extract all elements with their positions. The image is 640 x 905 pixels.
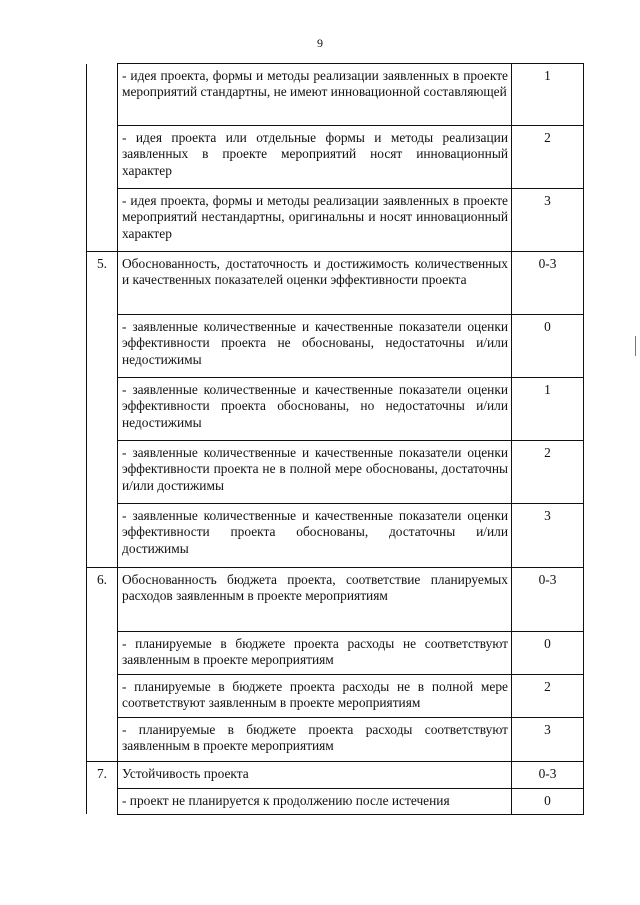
criterion-number [87, 441, 118, 504]
criterion-text: - проект не планируется к продолжению после истечения [118, 788, 512, 814]
table-row [87, 64, 584, 126]
table-row [87, 632, 584, 675]
criterion-points: 1 [512, 378, 584, 441]
criterion-text: - планируемые в бюджете проекта расходы не соответствуют заявленным в проекте мероприятиям [118, 632, 512, 675]
criterion-number [87, 378, 118, 441]
criteria-table [86, 63, 584, 815]
criterion-text: - идея проекта, формы и методы реализации заявленных в проекте мероприятий стандартны, не имеют инновационной составляющей [118, 64, 512, 126]
criterion-points: 0 [512, 788, 584, 814]
criterion-text: - заявленные количественные и качественные показатели оценки эффективности проекта обоснованы, но недостаточны и/или недостижимы [118, 378, 512, 441]
criterion-text: - идея проекта, формы и методы реализации заявленных в проекте мероприятий нестандартны, оригинальны и носят инновационный характер [118, 189, 512, 252]
criterion-points: 0-3 [512, 761, 584, 788]
criterion-points: 0-3 [512, 252, 584, 315]
criterion-points: 3 [512, 717, 584, 761]
criterion-number: 6. [87, 568, 118, 632]
table-row [87, 568, 584, 632]
table-row [87, 126, 584, 189]
criterion-text: Устойчивость проекта [118, 761, 512, 788]
criterion-points: 0 [512, 315, 584, 378]
criterion-text: Обоснованность, достаточность и достижимость количественных и качественных показателей оценки эффективности проекта [118, 252, 512, 315]
table-row [87, 761, 584, 788]
table-row [87, 717, 584, 761]
table-row [87, 441, 584, 504]
criterion-number [87, 64, 118, 126]
table-row [87, 674, 584, 717]
page-number: 9 [317, 36, 323, 50]
criterion-number [87, 315, 118, 378]
table-row [87, 788, 584, 814]
criterion-points: 1 [512, 64, 584, 126]
criterion-number [87, 674, 118, 717]
table-row [87, 189, 584, 252]
criterion-points: 0-3 [512, 568, 584, 632]
criterion-points: 2 [512, 674, 584, 717]
criterion-points: 3 [512, 504, 584, 568]
criterion-number: 7. [87, 761, 118, 788]
table-row [87, 504, 584, 568]
criterion-number: 5. [87, 252, 118, 315]
table-row [87, 378, 584, 441]
scan-edge-mark [635, 336, 636, 356]
criterion-text: Обоснованность бюджета проекта, соответствие планируемых расходов заявленным в проекте мероприятиям [118, 568, 512, 632]
criterion-text: - заявленные количественные и качественные показатели оценки эффективности проекта не обоснованы, недостаточны и/или недостижимы [118, 315, 512, 378]
criterion-number [87, 126, 118, 189]
criterion-text: - планируемые в бюджете проекта расходы соответствуют заявленным в проекте мероприятиям [118, 717, 512, 761]
criterion-text: - заявленные количественные и качественные показатели оценки эффективности проекта не в полной мере обоснованы, достаточны и/или достижимы [118, 441, 512, 504]
criterion-number [87, 504, 118, 568]
criterion-points: 0 [512, 632, 584, 675]
criterion-text: - идея проекта или отдельные формы и методы реализации заявленных в проекте мероприятий носят инновационный характер [118, 126, 512, 189]
criterion-number [87, 788, 118, 814]
criterion-number [87, 717, 118, 761]
criterion-text: - планируемые в бюджете проекта расходы не в полной мере соответствуют заявленным в проекте мероприятиям [118, 674, 512, 717]
criterion-text: - заявленные количественные и качественные показатели оценки эффективности проекта обоснованы, достаточны и/или достижимы [118, 504, 512, 568]
criterion-points: 2 [512, 126, 584, 189]
criterion-points: 2 [512, 441, 584, 504]
criterion-number [87, 189, 118, 252]
criterion-points: 3 [512, 189, 584, 252]
criterion-number [87, 632, 118, 675]
table-row [87, 315, 584, 378]
table-row [87, 252, 584, 315]
